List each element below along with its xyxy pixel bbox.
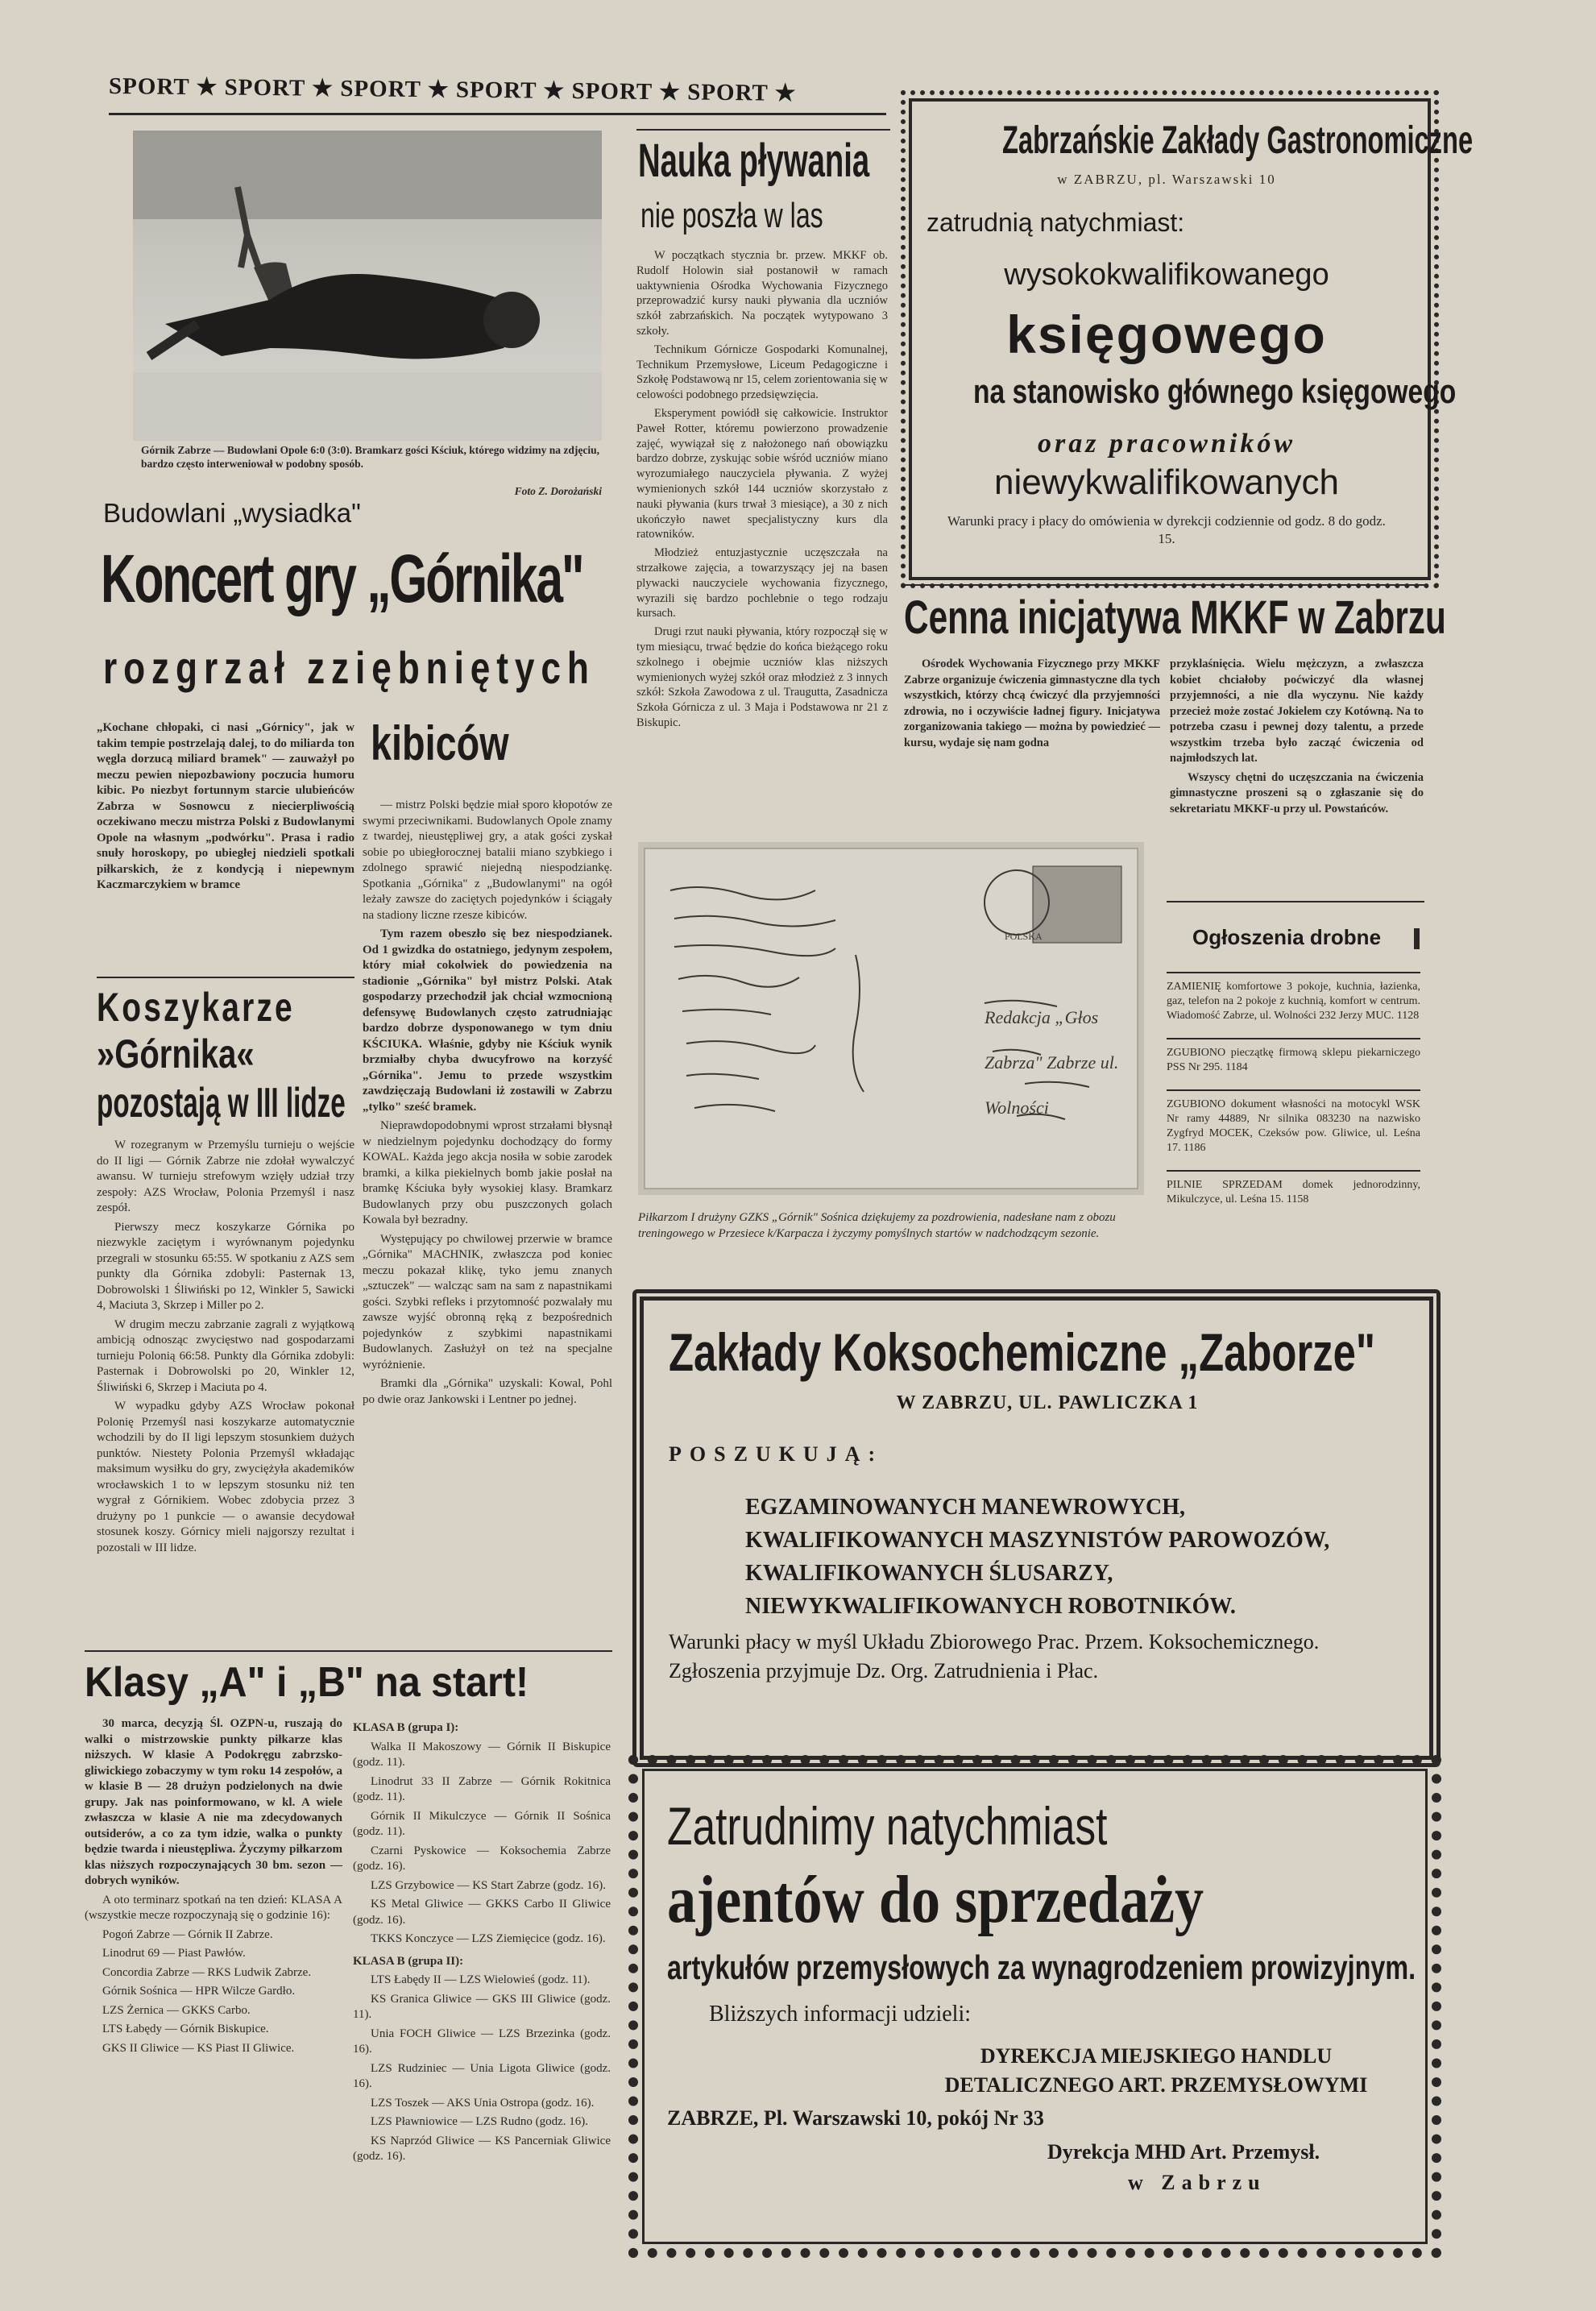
koks-job: NIEWYKWALIFIKOWANYCH ROBOTNIKÓW. [745,1594,1236,1619]
drobne-item: ZAMIENIĘ komfortowe 3 pokoje, kuchnia, łazienka, gaz, telefon na 2 pokoje z kuchnią, komfort w centrum. Wiadomość Zabrze, ul. Wolności 232 Jerzy MUC. 1128 [1167,972,1420,1023]
mhd-line4: Bliższych informacji udzieli: [709,2002,972,2027]
koks-name: Zakłady Koksochemiczne „Zaborze" [669,1322,1376,1382]
section-rule [97,977,354,978]
zzg-line3: księgowego [1006,305,1327,364]
koncert-col2 [363,798,612,1411]
mkkf-col2 [1170,657,1424,820]
mkkf-para: Ośrodek Wychowania Fizycznego przy MKKF Zabrze organizuje ćwiczenia gimnastyczne dla tych wszystkich, którzy chcą ćwiczyć dla przyjemności zdrowia, no i oczywiście ładnej figury. Inicjatywa zorganizowania takiego — można by powiedzieć — kursu, wydaje się nam godna [904,658,1160,749]
klasy-title: Klasy „A" i „B" na start! [85,1659,529,1706]
koszykarze-title-1: Koszykarze [97,985,295,1030]
photo1-credit: Foto Z. Dorożański [514,485,602,497]
koks-foot: Warunki płacy w myśl Układu Zbiorowego Prac. Przem. Koksochemicznego. Zgłoszenia przyjmuje Dz. Org. Zatrudnienia i Płac. [669,1630,1320,1682]
zzg-line5: oraz pracowników [1038,429,1295,458]
klasy-col1 [85,1716,342,2060]
postcard-photo [638,842,1144,1195]
nauka-title-2: nie poszła w las [640,196,823,235]
klasy-match: TKKS Konczyce — LZS Ziemięcice (godz. 16). [371,1932,606,1945]
klasy-match: LZS Rudziniec — Unia Ligota Gliwice (godz. 16). [353,2061,611,2090]
mhd-line8: w Zabrzu [1128,2171,1266,2194]
postcard-recipient: Redakcja „Głos Zabrza" Zabrze ul. Wolności [985,1007,1119,1118]
sport-banner: SPORT ★ SPORT ★ SPORT ★ SPORT ★ SPORT ★ SPORT ★ [108,73,797,106]
koncert-kicker: Budowlani „wysiadka" [103,498,361,528]
mkkf-title: Cenna inicjatywa MKKF w Zabrzu [904,591,1446,644]
section-rule [636,129,890,131]
koncert-para: Nieprawdopodobnymi wprost strzałami błysnął w niedzielnym pojedynku dochodzący do formy KOWAL. Każda jego akcja nosiła w sobie zarodek bramki, a kilka piekielnych bomb jakie posłał na bramkę Kściuka były wysokiej klasy. Bramkarz Budowlanych przy obu puszczonych golach Kowala był bezradny. [363,1119,612,1226]
zzg-address: w ZABRZU, pl. Warszawski 10 [1057,172,1276,187]
drobne-item: ZGUBIONO pieczątkę firmową sklepu piekarniczego PSS Nr 295. 1184 [1167,1038,1420,1075]
section-rule [1167,901,1424,902]
koszykarze-body [97,1138,354,1559]
koks-job: KWALIFIKOWANYCH MASZYNISTÓW PAROWOZÓW, [745,1528,1330,1553]
koszykarze-para: Pierwszy mecz koszykarze Górnika po niezwykle zaciętym i wyrównanym pojedynku przegrali w stosunku 65:55. W spotkaniu z AZS sem punkty dla Górnika zdobyli: Pasternak 13, Dobrowolski 1 Śliwiński po 12, Winkler 5, Sawicki 4, Maciuta 3, Skrzep i Miller po 2. [97,1220,354,1312]
drobne-bar [1414,928,1420,949]
koks-address: W ZABRZU, UL. PAWLICZKA 1 [896,1392,1199,1413]
klasy-match: LZS Pławniowice — LZS Rudno (godz. 16). [371,2115,588,2128]
zzg-line4: na stanowisko głównego księgowego [973,372,1457,410]
koncert-title-3: kibiców [371,716,509,770]
koncert-para: — mistrz Polski będzie miał sporo kłopotów ze swymi przeciwnikami. Budowlanych Opole znamy z twardej, nieustępliwej gry, a atak gości zyskał sobie po ubiegłorocznej batalii miano szybkiego i zdolnego sprawić niejedną niespodziankę. Spotkania „Górnika" z „Budowlanymi" na ogół leżały zawsze do zaciętych pojedynków i ściągały na stadiony liczne rzesze kibiców. [363,799,612,922]
zzg-line2: wysokokwalifikowanego [1004,258,1329,292]
mkkf-para: Wszyscy chętni do uczęszczania na ćwiczenia gimnastyczne proszeni są o zgłaszanie się do sekretariatu MKKF-u przy ul. Powstańców. [1170,770,1424,815]
klasy-match: KS Metal Gliwice — GKKS Carbo II Gliwice (godz. 16). [353,1898,611,1927]
nauka-para: Młodzież entuzjastycznie uczęszczała na strzałkowe zajęcia, a towarzyszący jej na basen plywacki nauczyciele wychowania fizycznego, wyrazili się bardzo pochlebnie o tego rodzaju kursach. [636,546,888,620]
zzg-foot: Warunki pracy i płacy do omówienia w dyrekcji codziennie od godz. 8 do godz. 15. [947,513,1386,546]
mhd-line3: artykułów przemysłowych za wynagrodzeniem prowizyjnym. [667,1948,1416,1986]
koks-seek: POSZUKUJĄ: [669,1442,884,1466]
mhd-line2: ajentów do sprzedaży [667,1862,1204,1937]
header-rule [109,113,886,115]
klasy-match: LZS Toszek — AKS Unia Ostropa (godz. 16). [371,2096,595,2110]
zzg-name: Zabrzańskie Zakłady Gastronomiczne [1002,119,1474,162]
koszykarze-title-3: pozostają w III lidze [97,1080,346,1126]
klasy-match: KS Naprzód Gliwice — KS Pancerniak Gliwice (godz. 16). [353,2134,611,2163]
postcard-stamp-label: POLSKA [1005,931,1043,942]
klasy-match: LTS Łabędy II — LZS Wielowieś (godz. 11). [371,1973,591,1986]
nauka-para: Drugi rzut nauki pływania, który rozpoczął się w tym miesiącu, trwać będzie do końca bieżącego roku szkolnego i obejmie uczniów klas niższych wymienionych wyżej szkół oraz młodzież z 3 innych szkół: Szkoła Zawodowa z ul. Traugutta, Zasadnicza Szkoła Górnicza z ul. 3 Maja i Podstawowa nr 21 z Biskupic. [636,625,888,729]
koncert-para: Tym razem obeszło się bez niespodzianek. Od 1 gwizdka do ostatniego, jedynym zespołem, który miał cokolwiek do powiedzenia na stadionie „Górnika" był mistrz Polski. Atak gospodarzy przechodził jak chciał wzmocnioną defensywę Budowlanych często zatrudniając bardzo dobrze dysponowanego w tym dniu KŚCIUKA. Właśnie, gdyby nie Kściuk wynik brzmiałby chyba dwucyfrowo na korzyść „Górnika". Jemu to przede wszystkim zawdzięczają Budowlani iż zostawili w Zabrzu „tylko" sześć bramek. [363,927,612,1114]
klasy-intro: 30 marca, decyzją Śl. OZPN-u, ruszają do walki o mistrzowskie punkty piłkarze klas niższych. W klasie A Podokręgu zabrzsko-gliwickiego zobaczymy w tym roku 14 zespołów, a w klasie B — 28 drużyn podzielonych na dwie grupy. Jak nas poinformowano, w kl. A wiele zwłaszcza w klasie A nie ma zdecydowanych outsiderów, a co za tym idzie, walka o punkty będzie twarda i nieustępliwa. Życzymy piłkarzom klas niższych rozpoczynających 30 bm. sezon — dobrych wyników. [85,1717,342,1887]
klasy-match: KS Granica Gliwice — GKS III Gliwice (godz. 11). [353,1992,611,2021]
koszykarze-para: W drugim meczu zabrzanie zagrali z wyjątkową ambicją odnosząc zwycięstwo nad gospodarzami turnieju Polonią 66:58. Punkty dla Górnika zdobyli: Pasternak i Dobrowolski po 20, Winkler 12, Śliwiński 6, Skrzep i Maciuta po 4. [97,1317,354,1394]
klasy-para: A oto terminarz spotkań na ten dzień: KLASA A (wszystkie mecze rozpoczynają się o godzinie 16): [85,1893,342,1922]
nauka-body [636,248,888,734]
klasy-match: GKS II Gliwice — KS Piast II Gliwice. [102,2041,295,2055]
koszykarze-para: W wypadku gdyby AZS Wrocław pokonał Polonię Przemyśl nasi koszykarze automatycznie wchodzili by do II ligi lepszym stosunkiem dużych punktów. Niestety Polonia Przemyśl wkładając maksimum wysiłku do gry, zwyciężyła akademików wrocławskich 1 to w lepszym stosunku niż ten wygrał z Górnikiem. Wobec zdobycia przez 3 drużyny po 1 punkcie — o awansie decydował stosunek koszy. Górnicy mieli najgorszy rezultat i pozostali w III lidze. [97,1400,354,1554]
zzg-line6: niewykwalifikowanych [994,463,1339,502]
photo1-caption: Górnik Zabrze — Budowlani Opole 6:0 (3:0). Bramkarz gości Kściuk, którego widzimy na zdjęciu, bardzo często interweniował w podobny sposób. [141,444,599,470]
klasy-group-heading: KLASA B (grupa II): [353,1954,464,1968]
klasy-match: Linodrut 69 — Piast Pawłów. [102,1947,246,1960]
klasy-match: Pogoń Zabrze — Górnik II Zabrze. [102,1927,273,1941]
klasy-match: Unia FOCH Gliwice — LZS Brzezinka (godz. 16). [353,2027,611,2056]
koks-job: KWALIFIKOWANYCH ŚLUSARZY, [745,1561,1113,1586]
mhd-line6: ZABRZE, Pl. Warszawski 10, pokój Nr 33 [667,2106,1044,2130]
klasy-match: Concordia Zabrze — RKS Ludwik Zabrze. [102,1965,312,1979]
football-photo [133,131,602,441]
drobne-item: PILNIE SPRZEDAM domek jednorodzinny, Mikulczyce, ul. Leśna 15. 1158 [1167,1170,1420,1207]
drobne-title: Ogłoszenia drobne [1192,925,1382,949]
klasy-col2 [353,1720,611,2168]
koncert-title-1: Koncert gry „Górnika" [101,541,583,616]
klasy-match: LZS Żernica — GKKS Carbo. [102,2003,251,2017]
koncert-lead: „Kochane chłopaki, ci nasi „Górnicy", jak w takim tempie postrzelają dalej, to do miliarda ton węgla dorzucą miliard bramek" — zauważył po meczu pewien niepozbawiony poczucia humoru kibic. Po niezbyt fortunnym starcie ulubieńców Zabrza w Sosnowcu z niecierpliwością oczekiwano meczu mistrza Polski z Budowlanymi Opole na własnym „podwórku". Prasa i radio snuły horoskopy, po ubiegłej niedzieli spotkali piłkarskich, że z kondycją i niepewnym Kaczmarczykiem w bramce [97,721,354,891]
klasy-group-heading: KLASA B (grupa I): [353,1721,459,1734]
koks-jobs [745,1491,1422,1623]
section-rule [904,584,1428,586]
drobne-item: ZGUBIONO dokument własności na motocykl WSK Nr ramy 44889, Nr silnika 083230 na nazwisko Zygfryd MOCEK, Czeksów pow. Gliwice, ul. Leśna 17. 1186 [1167,1089,1420,1156]
drobne-list [1167,972,1420,1210]
klasy-match: Linodrut 33 II Zabrze — Górnik Rokitnica (godz. 11). [353,1774,611,1803]
zzg-line1: zatrudnią natychmiast: [927,208,1185,237]
nauka-para: W początkach stycznia br. przew. MKKF ob. Rudolf Holowin siał postanowił w ramach uaktywnienia Ośrodka Wychowania Fizycznego przeprowadzić kursy nauki pływania dla uczniów szkół zabrzańskich. Na początek wytypowano 3 szkoły. [636,249,888,338]
koks-job: EGZAMINOWANYCH MANEWROWYCH, [745,1495,1185,1520]
mkkf-para: przyklaśnięcia. Wielu mężczyzn, a zwłaszcza kobiet chciałoby poćwiczyć dla własnej przyjemności, a nie dla wyczynu. Nie każdy przecież może zostać Jokielem czy Kotówną. Na to potrzeba czasu i pewnej dozy talentu, a przede wszystkim trzeba było zacząć ćwiczenia od najmłodszych lat. [1170,658,1424,765]
mhd-line5: DYREKCJA MIEJSKIEGO HANDLU DETALICZNEGO ART. PRZEMYSŁOWYMI [944,2044,1368,2097]
nauka-para: Technikum Górnicze Gospodarki Komunalnej, Technikum Przemysłowe, Liceum Pedagogiczne i Szkołę Podstawową nr 15, celem zorientowania się w celowości podobnego przedsięwzięcia. [636,342,888,402]
mhd-line1: Zatrudnimy natychmiast [667,1796,1108,1856]
postcard-caption: Piłkarzom I drużyny GZKS „Górnik" Sośnica dziękujemy za pozdrowienia, nadesłane nam z obozu treningowego w Przesiece k/Karpacza i życzymy pomyślnych startów w nadchodzącym sezonie. [638,1211,1116,1240]
koszykarze-para: W rozegranym w Przemyślu turnieju o wejście do II ligi — Górnik Zabrze nie zdołał wywalczyć awansu. W turnieju strefowym wzięły udział trzy zespoły: AZS Wrocław, Polonia Przemyśl i nasz zespół. [97,1139,354,1214]
goalkeeper-diving-image [133,131,602,441]
klasy-match: LZS Grzybowice — KS Start Zabrze (godz. 16). [371,1878,607,1892]
mhd-line7: Dyrekcja MHD Art. Przemysł. [1047,2140,1320,2164]
klasy-match: Czarni Pyskowice — Koksochemia Zabrze (godz. 16). [353,1844,611,1873]
koncert-para: Bramki dla „Górnika" uzyskali: Kowal, Pohl po dwie oraz Jankowski i Lentner po jednej. [363,1377,612,1406]
koncert-para: Występujący po chwilowej przerwie w bramce „Górnika" MACHNIK, zwłaszcza pod koniec meczu pokazał klikę, tyko jemu znanych „sztuczek" — walcząc sam na sam z napastnikami gości. Szybki refleks i przytomność pozwalały mu zawsze wyjść obronną ręką z bezpośrednich pojedynków z szybkimi napastnikami Budowlanych. Zasłużył on też na specjalne wyróżnienie. [363,1232,612,1371]
section-rule [85,1650,612,1652]
koszykarze-title-2: »Górnika« [97,1031,255,1077]
mkkf-col1 [904,657,1160,754]
klasy-match: LTS Łabędy — Górnik Biskupice. [102,2023,269,2035]
klasy-match: Walka II Makoszowy — Górnik II Biskupice (godz. 11). [353,1740,611,1769]
klasy-match: Górnik II Mikulczyce — Górnik II Sośnica (godz. 11). [353,1809,611,1838]
koncert-title-2: rozgrzał zziębniętych [103,642,595,693]
nauka-para: Eksperyment powiódł się całkowicie. Instruktor Paweł Rotter, któremu powierzono prowadzenie zajęć, wywiązał się z nałożonego nań obowiązku bardzo dobrze, zyskując sobie wśród uczniów miano wyrozumiałego nauczyciela pływania. Z wyżej wymienionych szkół 144 uczniów skorzystało z nauki pływania (kurs trwał 3 miesiące), a 30 z nich ukończyło nawet specjalistyczny kurs dla ratowników. [636,406,888,541]
klasy-match: Górnik Sośnica — HPR Wilcze Gardło. [102,1985,296,1998]
nauka-title-1: Nauka pływania [638,135,870,187]
